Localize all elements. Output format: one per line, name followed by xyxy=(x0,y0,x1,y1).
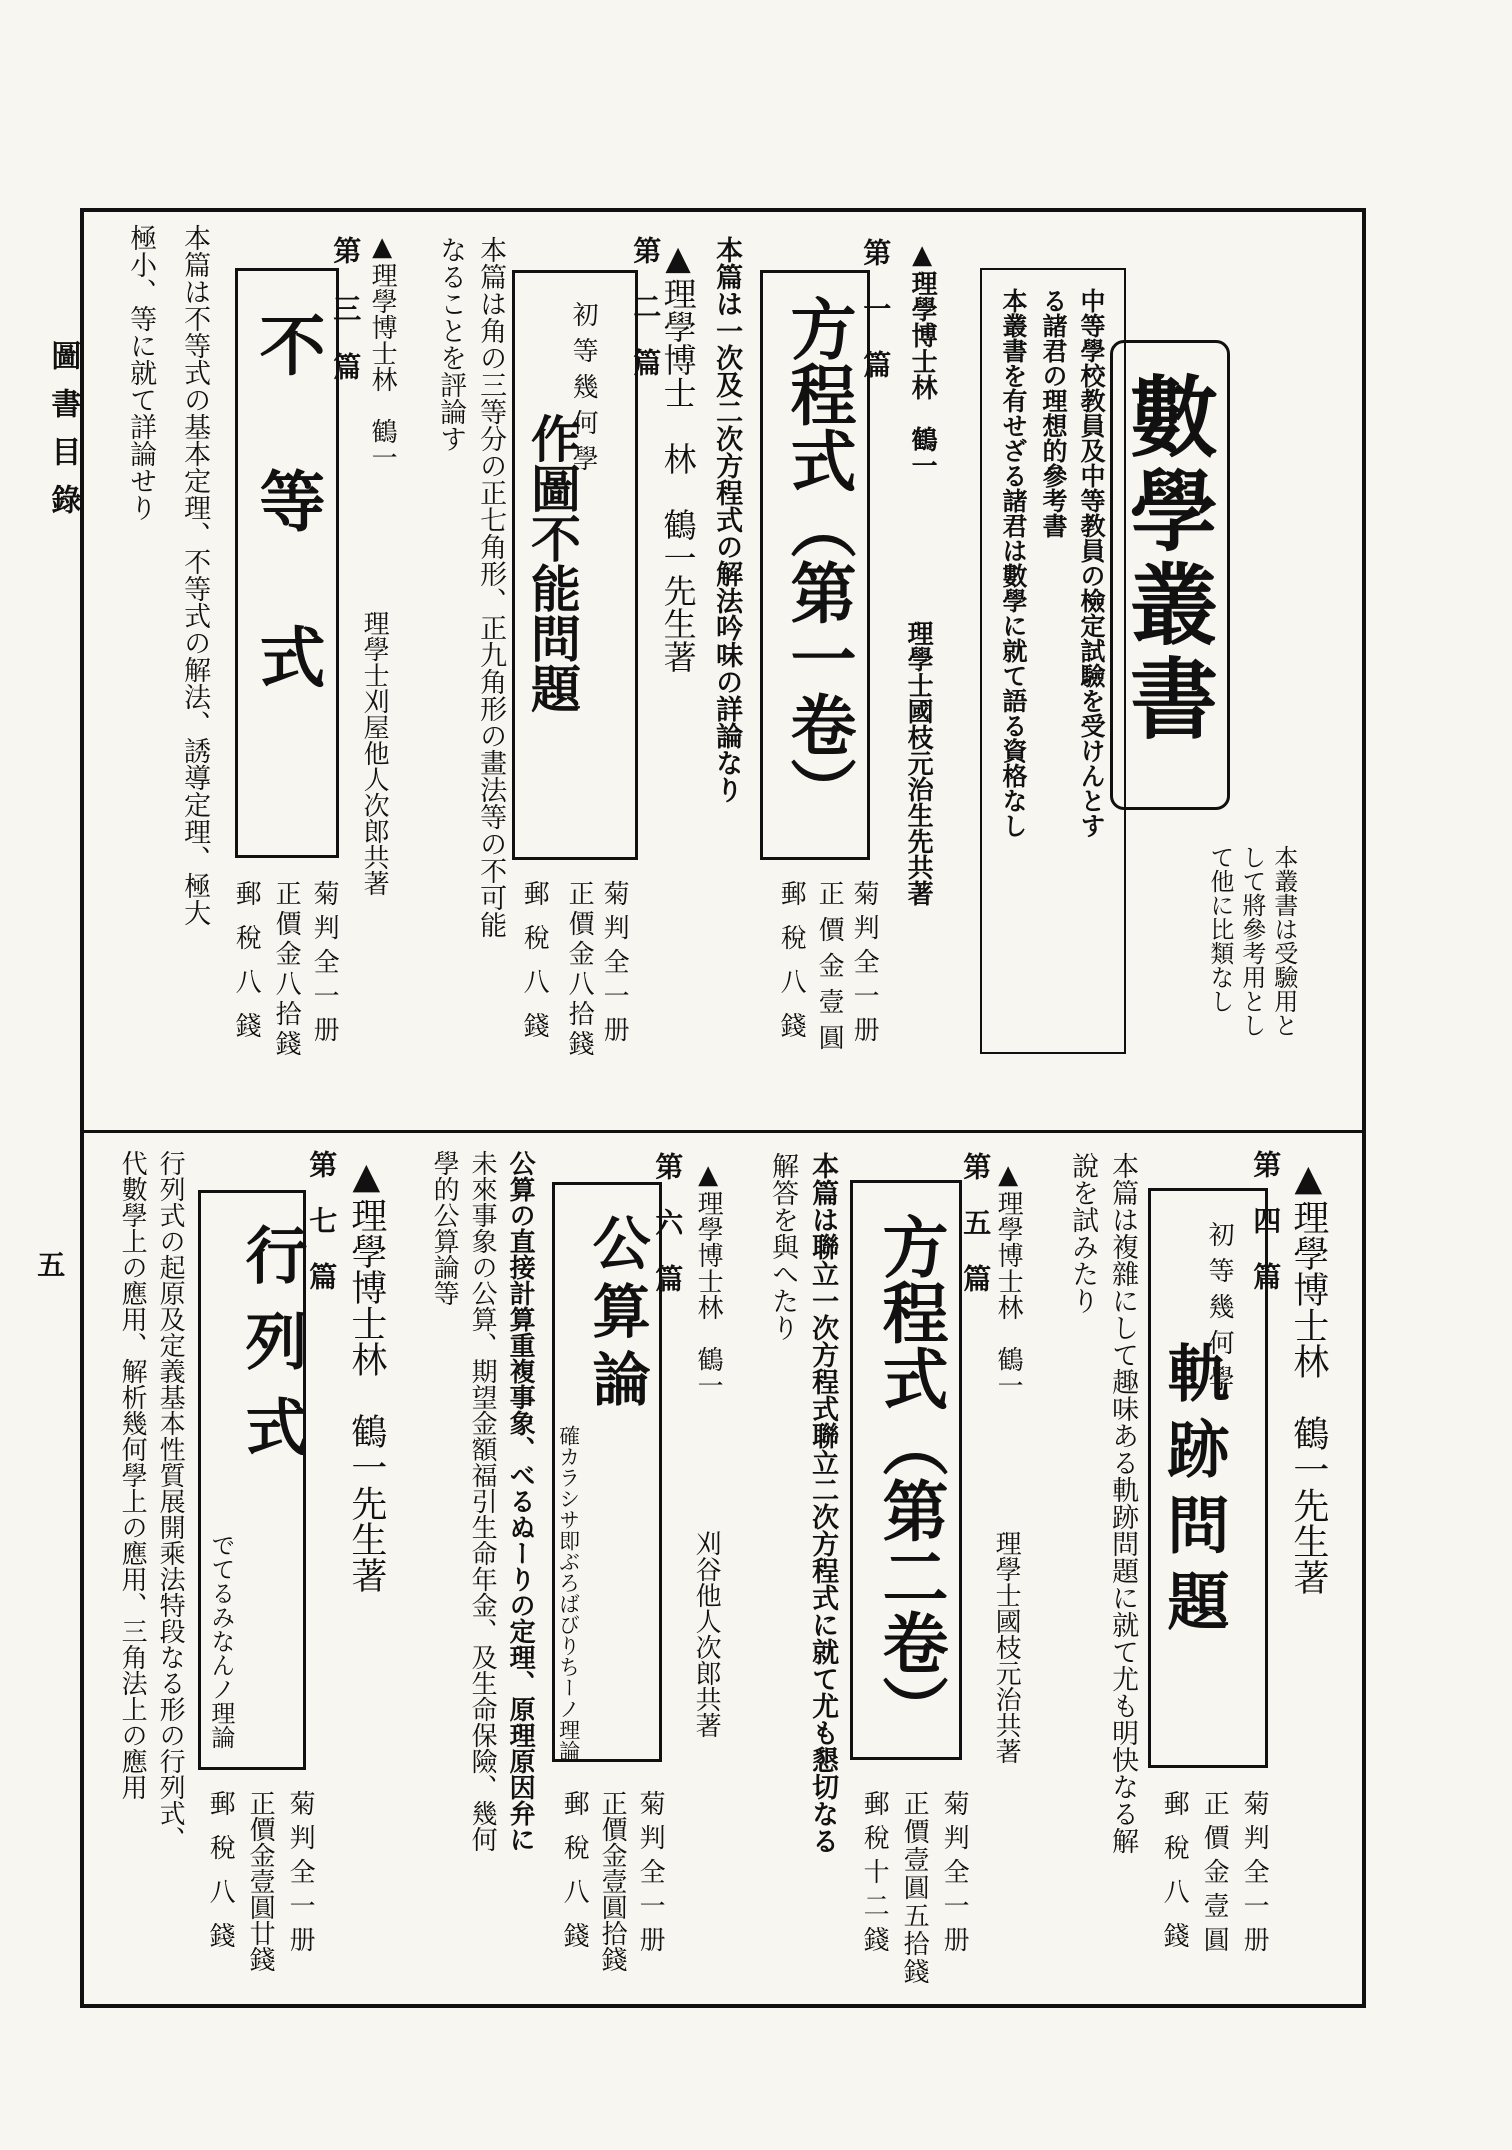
volume-3-description-1: 本篇は不等式の基本定理、不等式の解法、誘導定理、極大 xyxy=(179,224,211,926)
volume-3-postage: 郵稅八錢 xyxy=(231,880,262,1056)
volume-4-subtitle: 初等幾何學 xyxy=(1204,1221,1235,1401)
volume-2-postage: 郵稅八錢 xyxy=(519,880,550,1056)
volume-7-subtitle: でてるみなんノ理論 xyxy=(206,1533,235,1749)
volume-5-price: 正價壹圓五拾錢 xyxy=(899,1790,930,1986)
volume-2-price: 正價金八拾錢 xyxy=(564,880,595,1060)
series-side-note-1: 本叢書は受驗用と xyxy=(1269,845,1298,1037)
volume-3-description-2: 極小、等に就て詳論せり xyxy=(125,224,157,521)
volume-1-number: 第一篇 xyxy=(859,238,893,406)
volume-5-description-2: 解答を與へたり xyxy=(767,1152,799,1341)
volume-6-number: 第六篇 xyxy=(651,1152,685,1320)
section-divider xyxy=(84,1130,1362,1133)
series-description-1: 中等學校教員及中等教員の檢定試驗を受けんとす xyxy=(1077,288,1106,838)
page-number: 五 xyxy=(33,1250,67,1278)
volume-3-coauthor: 理學士刈屋他人次郎共著 xyxy=(359,610,390,896)
volume-7-title: 行列式 xyxy=(234,1223,308,1481)
volume-3-format: 菊判全一册 xyxy=(309,880,340,1050)
series-description-3: 本叢書を有せざる諸君は數學に就て語る資格なし xyxy=(999,288,1028,838)
volume-4-description-1: 本篇は複雜にして趣味ある軌跡問題に就て尤も明快なる解 xyxy=(1107,1152,1139,1854)
volume-6-title-box xyxy=(552,1182,662,1762)
volume-5-description-1: 本篇は聯立一次方程式聯立二次方程式に就て尤も懇切なる xyxy=(807,1152,839,1854)
volume-1-author: ▲理學博士林 鶴一 xyxy=(907,240,938,478)
volume-2-description-2: なることを評論す xyxy=(435,236,467,452)
volume-7-number: 第七篇 xyxy=(305,1150,339,1318)
series-side-note-2: して將參考用とし xyxy=(1237,845,1266,1037)
volume-7-author: ▲理學博士林 鶴一先生著 xyxy=(345,1156,387,1593)
volume-2-subtitle: 初等幾何學 xyxy=(568,301,599,481)
volume-5-title-box xyxy=(850,1180,962,1760)
volume-6-description-3: 學的公算論等 xyxy=(429,1150,460,1306)
volume-1-postage: 郵稅八錢 xyxy=(776,880,807,1056)
volume-4-postage: 郵稅八錢 xyxy=(1159,1790,1190,1966)
volume-1-price: 正價金壹圓 xyxy=(814,880,845,1060)
volume-6-format: 菊判全一册 xyxy=(635,1790,666,1960)
volume-1-coauthor: 理學士國枝元治生先共著 xyxy=(903,620,934,906)
volume-1-format: 菊判全一册 xyxy=(849,880,880,1050)
volume-2-title: 作圖不能問題 xyxy=(523,413,582,713)
volume-2-format: 菊判全一册 xyxy=(599,880,630,1050)
series-side-note-3: て他に比類なし xyxy=(1205,845,1234,1013)
volume-6-price: 正價金壹圓拾錢 xyxy=(597,1790,628,1972)
volume-4-price: 正價金壹圓 xyxy=(1199,1790,1230,1960)
volume-3-author: ▲理學博士林 鶴一 xyxy=(367,232,398,470)
volume-6-coauthor: 刈谷他人次郎共著 xyxy=(691,1530,722,1738)
volume-6-description-2: 未來事象の公算、期望金額福引生命年金、及生命保險、幾何 xyxy=(467,1150,498,1852)
volume-3-title: 不等式 xyxy=(248,311,326,779)
volume-2-title-box xyxy=(512,270,638,860)
volume-6-description-1: 公算の直接計算重複事象、べるぬーりの定理、原理原因弁に xyxy=(505,1150,536,1852)
volume-5-author: ▲理學博士林 鶴一 xyxy=(993,1160,1024,1398)
volume-4-author: ▲理學博士林 鶴一先生著 xyxy=(1287,1158,1329,1595)
series-title-box xyxy=(1110,340,1230,810)
series-description-2: る諸君の理想的參考書 xyxy=(1039,288,1068,538)
series-description-box xyxy=(980,268,1126,1054)
volume-3-price: 正價金八拾錢 xyxy=(271,880,302,1060)
volume-4-number: 第四篇 xyxy=(1249,1150,1283,1318)
volume-4-format: 菊判全一册 xyxy=(1239,1790,1270,1960)
volume-3-title-box xyxy=(235,268,339,858)
volume-7-price: 正價金壹圓廿錢 xyxy=(245,1790,276,1972)
volume-4-description-2: 說を試みたり xyxy=(1067,1152,1099,1314)
volume-7-postage: 郵稅八錢 xyxy=(205,1790,236,1966)
volume-2-author: ▲理學博士 林 鶴一先生著 xyxy=(658,238,698,673)
volume-1-description: 本篇は一次及二次方程式の解法吟味の詳論なり xyxy=(711,236,743,803)
volume-1-title-box xyxy=(760,270,870,860)
volume-2-number: 第二篇 xyxy=(629,236,663,404)
volume-7-title-box xyxy=(198,1190,306,1770)
volume-1-title: 方程式（第一卷） xyxy=(779,295,857,823)
volume-7-format: 菊判全一册 xyxy=(285,1790,316,1960)
volume-7-description-1: 行列式の起原及定義基本性質展開乘法特段なる形の行列式、 xyxy=(155,1150,186,1852)
volume-5-coauthor: 理學士國枝元治共著 xyxy=(991,1530,1022,1764)
volume-5-postage: 郵稅十二錢 xyxy=(859,1790,890,1960)
volume-6-title: 公算論 xyxy=(582,1213,651,1417)
volume-6-subtitle: 確カラシサ即ぶろばびりちーノ理論 xyxy=(556,1425,581,1761)
volume-4-title: 軌跡問題 xyxy=(1156,1341,1230,1645)
series-title: 數學叢書 xyxy=(1116,371,1220,747)
volume-3-number: 第三篇 xyxy=(329,236,363,410)
volume-6-postage: 郵稅八錢 xyxy=(559,1790,590,1966)
volume-5-title: 方程式（第二卷） xyxy=(871,1213,949,1741)
volume-6-author: ▲理學博士林 鶴一 xyxy=(693,1160,724,1398)
volume-5-format: 菊判全一册 xyxy=(939,1790,970,1960)
volume-7-description-2: 代數學上の應用、解析幾何學上の應用、三角法上の應用 xyxy=(117,1150,148,1800)
volume-5-number: 第五篇 xyxy=(959,1152,993,1320)
volume-2-description-1: 本篇は角の三等分の正七角形、正九角形の畫法等の不可能 xyxy=(475,236,507,938)
catalog-label: 圖書目錄 xyxy=(45,340,81,532)
volume-4-title-box xyxy=(1148,1188,1268,1768)
